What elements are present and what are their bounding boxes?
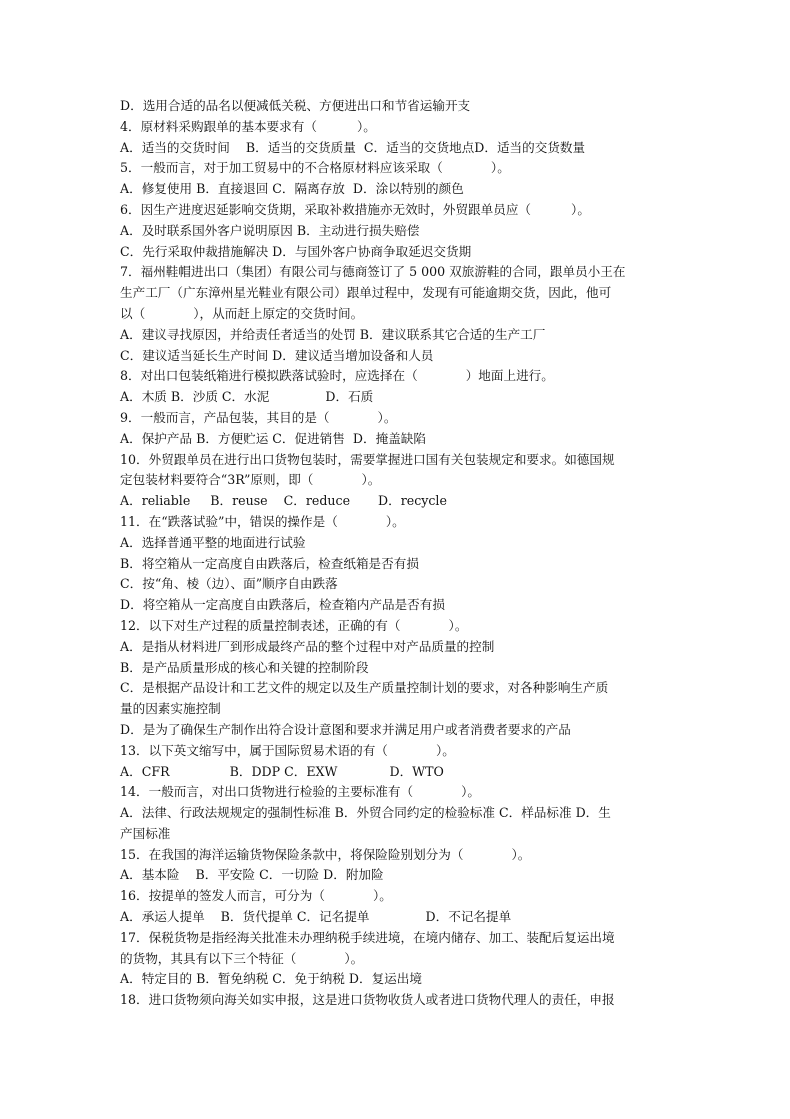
text-line: C．是根据产品设计和工艺文件的规定以及生产质量控制计划的要求，对各种影响生产质 [120,680,609,696]
text-line: A．木质 B．沙质 C．水泥 D．石质 [120,389,374,405]
text-line: C．建议适当延长生产时间 D．建议适当增加设备和人员 [120,347,434,363]
text-line: 15．在我国的海洋运输货物保险条款中，将保险险别划分为（ ）。 [120,846,531,862]
text-line: A．reliable B．reuse C．reduce D．recycle [120,493,447,509]
text-line: 量的因素实施控制 [120,701,221,717]
text-line: A．选择普通平整的地面进行试验 [120,534,306,550]
text-line: 14．一般而言，对出口货物进行检验的主要标准有（ ）。 [120,784,481,800]
text-line: A．基本险 B．平安险 C．一切险 D．附加险 [120,867,384,883]
text-line: 6．因生产进度迟延影响交货期，采取补救措施亦无效时，外贸跟单员应（ ）。 [120,201,590,217]
text-line: 7．福州鞋帽进出口（集团）有限公司与德商签订了 5 000 双旅游鞋的合同，跟单员小王在 [120,264,626,280]
text-line: D．将空箱从一定高度自由跌落后，检查箱内产品是否有损 [120,597,445,613]
text-line: A．适当的交货时间 B．适当的交货质量 C．适当的交货地点D．适当的交货数量 [120,139,586,155]
text-line: A．CFR B．DDP C．EXW D．WTO [120,763,444,779]
text-line: 10．外贸跟单员在进行出口货物包装时，需要掌握进口国有关包装规定和要求。如德国规 [120,451,615,467]
text-line: 5．一般而言，对于加工贸易中的不合格原材料应该采取（ ）。 [120,160,510,176]
text-line: D．是为了确保生产制作出符合设计意图和要求并满足用户或者消费者要求的产品 [120,721,571,737]
text-line: 定包装材料要符合“3R”原则，即（ ）。 [120,472,381,488]
text-line: 12．以下对生产过程的质量控制表述，正确的有（ ）。 [120,617,468,633]
text-line: 产国标准 [120,825,171,841]
text-line: A．承运人提单 B．货代提单 C．记名提单 D．不记名提单 [120,909,512,925]
text-line: 8．对出口包装纸箱进行模拟跌落试验时，应选择在（ ）地面上进行。 [120,368,554,384]
text-line: 生产工厂（广东漳州星光鞋业有限公司）跟单过程中，发现有可能逾期交货，因此，他可 [120,285,612,301]
text-line: 18．进口货物须向海关如实申报，这是进口货物收货人或者进口货物代理人的责任，申报 [120,992,615,1008]
text-line: A．法律、行政法规规定的强制性标准 B．外贸合同约定的检验标准 C．样品标准 D．生 [120,805,611,821]
text-line: A．是指从材料进厂到形成最终产品的整个过程中对产品质量的控制 [120,638,495,654]
text-line: 16．按提单的签发人而言，可分为（ ）。 [120,888,392,904]
text-line: 以（ ），从而赶上原定的交货时间。 [120,305,364,321]
text-line: B．是产品质量形成的核心和关键的控制阶段 [120,659,369,675]
text-line: 9．一般而言，产品包装，其目的是（ ）。 [120,409,397,425]
text-line: B．将空箱从一定高度自由跌落后，检查纸箱是否有损 [120,555,419,571]
text-line: C．先行采取仲裁措施解决 D．与国外客户协商争取延迟交货期 [120,243,472,259]
text-line: 的货物，其具有以下三个特征（ ）。 [120,950,364,966]
text-line: A．及时联系国外客户说明原因 B．主动进行损失赔偿 [120,222,420,238]
text-line: 11．在“跌落试验”中，错误的操作是（ ）。 [120,513,405,529]
text-line: 4．原材料采购跟单的基本要求有（ ）。 [120,118,376,134]
text-line: A．特定目的 B．暂免纳税 C．免于纳税 D．复运出境 [120,971,422,987]
text-line: 17．保税货物是指经海关批准未办理纳税手续进境，在境内储存、加工、装配后复运出境 [120,929,615,945]
text-line: A．建议寻找原因，并给责任者适当的处罚 B．建议联系其它合适的生产工厂 [120,326,546,342]
text-line: C．按“角、棱（边）、面”顺序自由跌落 [120,576,338,592]
text-line: 13．以下英文缩写中，属于国际贸易术语的有（ ）。 [120,742,455,758]
text-line: D．选用合适的品名以便减低关税、方便进出口和节省运输开支 [120,98,471,113]
text-line: A．保护产品 B．方便贮运 C．促进销售 D．掩盖缺陷 [120,430,426,446]
text-line: A．修复使用 B．直接退回 C．隔离存放 D．涂以特别的颜色 [120,181,464,197]
document-body [120,96,680,1011]
